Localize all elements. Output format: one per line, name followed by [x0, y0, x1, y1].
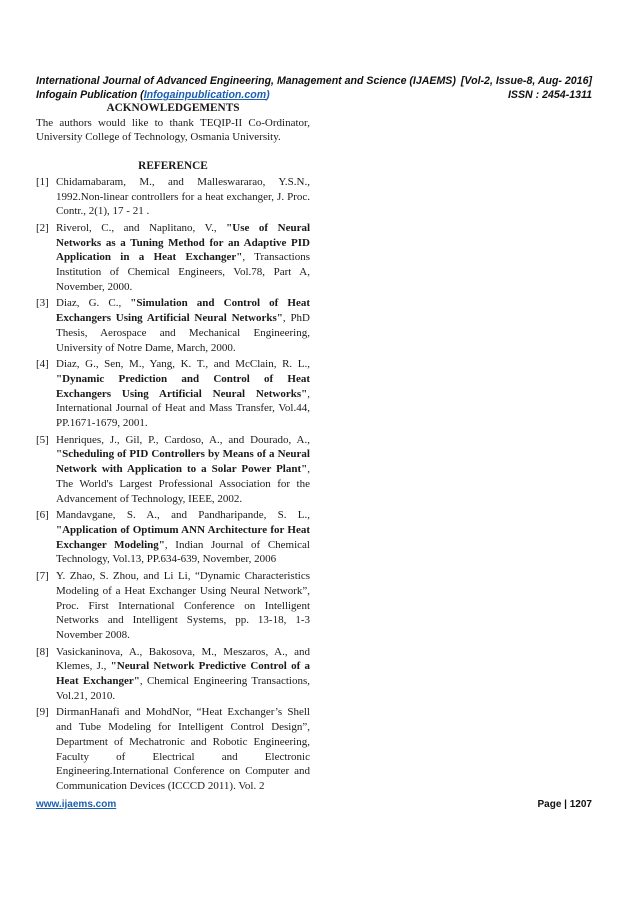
reference-item: [2] Riverol, C., and Naplitano, V., "Use of Neural Networks as a Tuning Method for an Adaptive PID Application in a Heat Exchanger", Transactions Institution of Chemical Engineers, Vol.78, Part A, November, 2000.: [36, 221, 311, 293]
publisher-link[interactable]: Infogainpublication.com: [143, 89, 267, 101]
reference-list: [36, 175, 310, 794]
reference-item: [1] Chidamabaram, M., and Malleswararao, Y.S.N., 1992.Non-linear controllers for a heat exchanger, J. Proc. Contr., 2(1), 17 - 21 .: [36, 175, 310, 218]
reference-item: [5] Henriques, J., Gil, P., Cardoso, A., and Dourado, A., "Scheduling of PID Controllers by Means of a Neural Network with Application to a Solar Power Plant", The World's Largest Professional Association for the Advancement of Technology, IEEE, 2002.: [36, 433, 310, 505]
references-heading: REFERENCE: [138, 160, 208, 173]
journal-title: International Journal of Advanced Engineering, Management and Science (IJAEMS): [36, 75, 456, 87]
issn: ISSN : 2454-1311: [507, 89, 592, 101]
reference-item: [8] Vasickaninova, A., Bakosova, M., Meszaros, A., and Klemes, J., "Neural Network Predictive Control of a Heat Exchanger", Chemical Engineering Transactions, Vol.21, 2010.: [36, 645, 310, 702]
reference-item: [6] Mandavgane, S. A., and Pandharipande, S. L., "Application of Optimum ANN Architecture for Heat Exchanger Modeling", Indian Journal of Chemical Technology, Vol.13, PP.634-639, November, 2006: [36, 509, 310, 566]
acknowledgements-heading: ACKNOWLEDGEMENTS: [106, 102, 240, 114]
publisher: Infogain Publication (Infogainpublication.com): [36, 89, 270, 101]
reference-item: [3] Diaz, G. C., "Simulation and Control of Heat Exchangers Using Artificial Neural Networks", PhD Thesis, Aerospace and Mechanical Engineering, University of Notre Dame, March, 2000.: [36, 297, 311, 354]
reference-item: [4] Diaz, G., Sen, M., Yang, K. T., and McClain, R. L., "Dynamic Prediction and Control of Heat Exchangers Using Artificial Neural Networks", International Journal of Heat and Mass Transfer, Vol.44, PP.1671-1679, 2001.: [36, 358, 310, 430]
page-footer: [36, 799, 592, 810]
website-link[interactable]: www.ijaems.com: [36, 799, 117, 810]
reference-item: [9] DirmanHanafi and MohdNor, “Heat Exchanger’s Shell and Tube Modeling for Intelligent Control Design”, Department of Mechatronic and Robotic Engineering, Faculty of Electrical and Electronic Engineering.International Conference on Computer and Communication Devices (ICCCD 2011). Vol. 2: [36, 706, 310, 792]
volume-issue: [Vol-2, Issue-8, Aug- 2016]: [460, 75, 592, 87]
left-column: [36, 101, 310, 796]
page-header: [36, 74, 592, 102]
reference-item: [7] Y. Zhao, S. Zhou, and Li Li, “Dynamic Characteristics Modeling of a Heat Exchanger Using Neural Network”, Proc. First International Conference on Intelligent Networks and Intelligent Systems, pp. 13-18, 1-3 November 2008.: [36, 570, 310, 641]
acknowledgements-text: The authors would like to thank TEQIP-II Co-Ordinator, University College of Technology, Osmania University.: [36, 116, 310, 144]
page-number: Page | 1207: [537, 799, 592, 810]
